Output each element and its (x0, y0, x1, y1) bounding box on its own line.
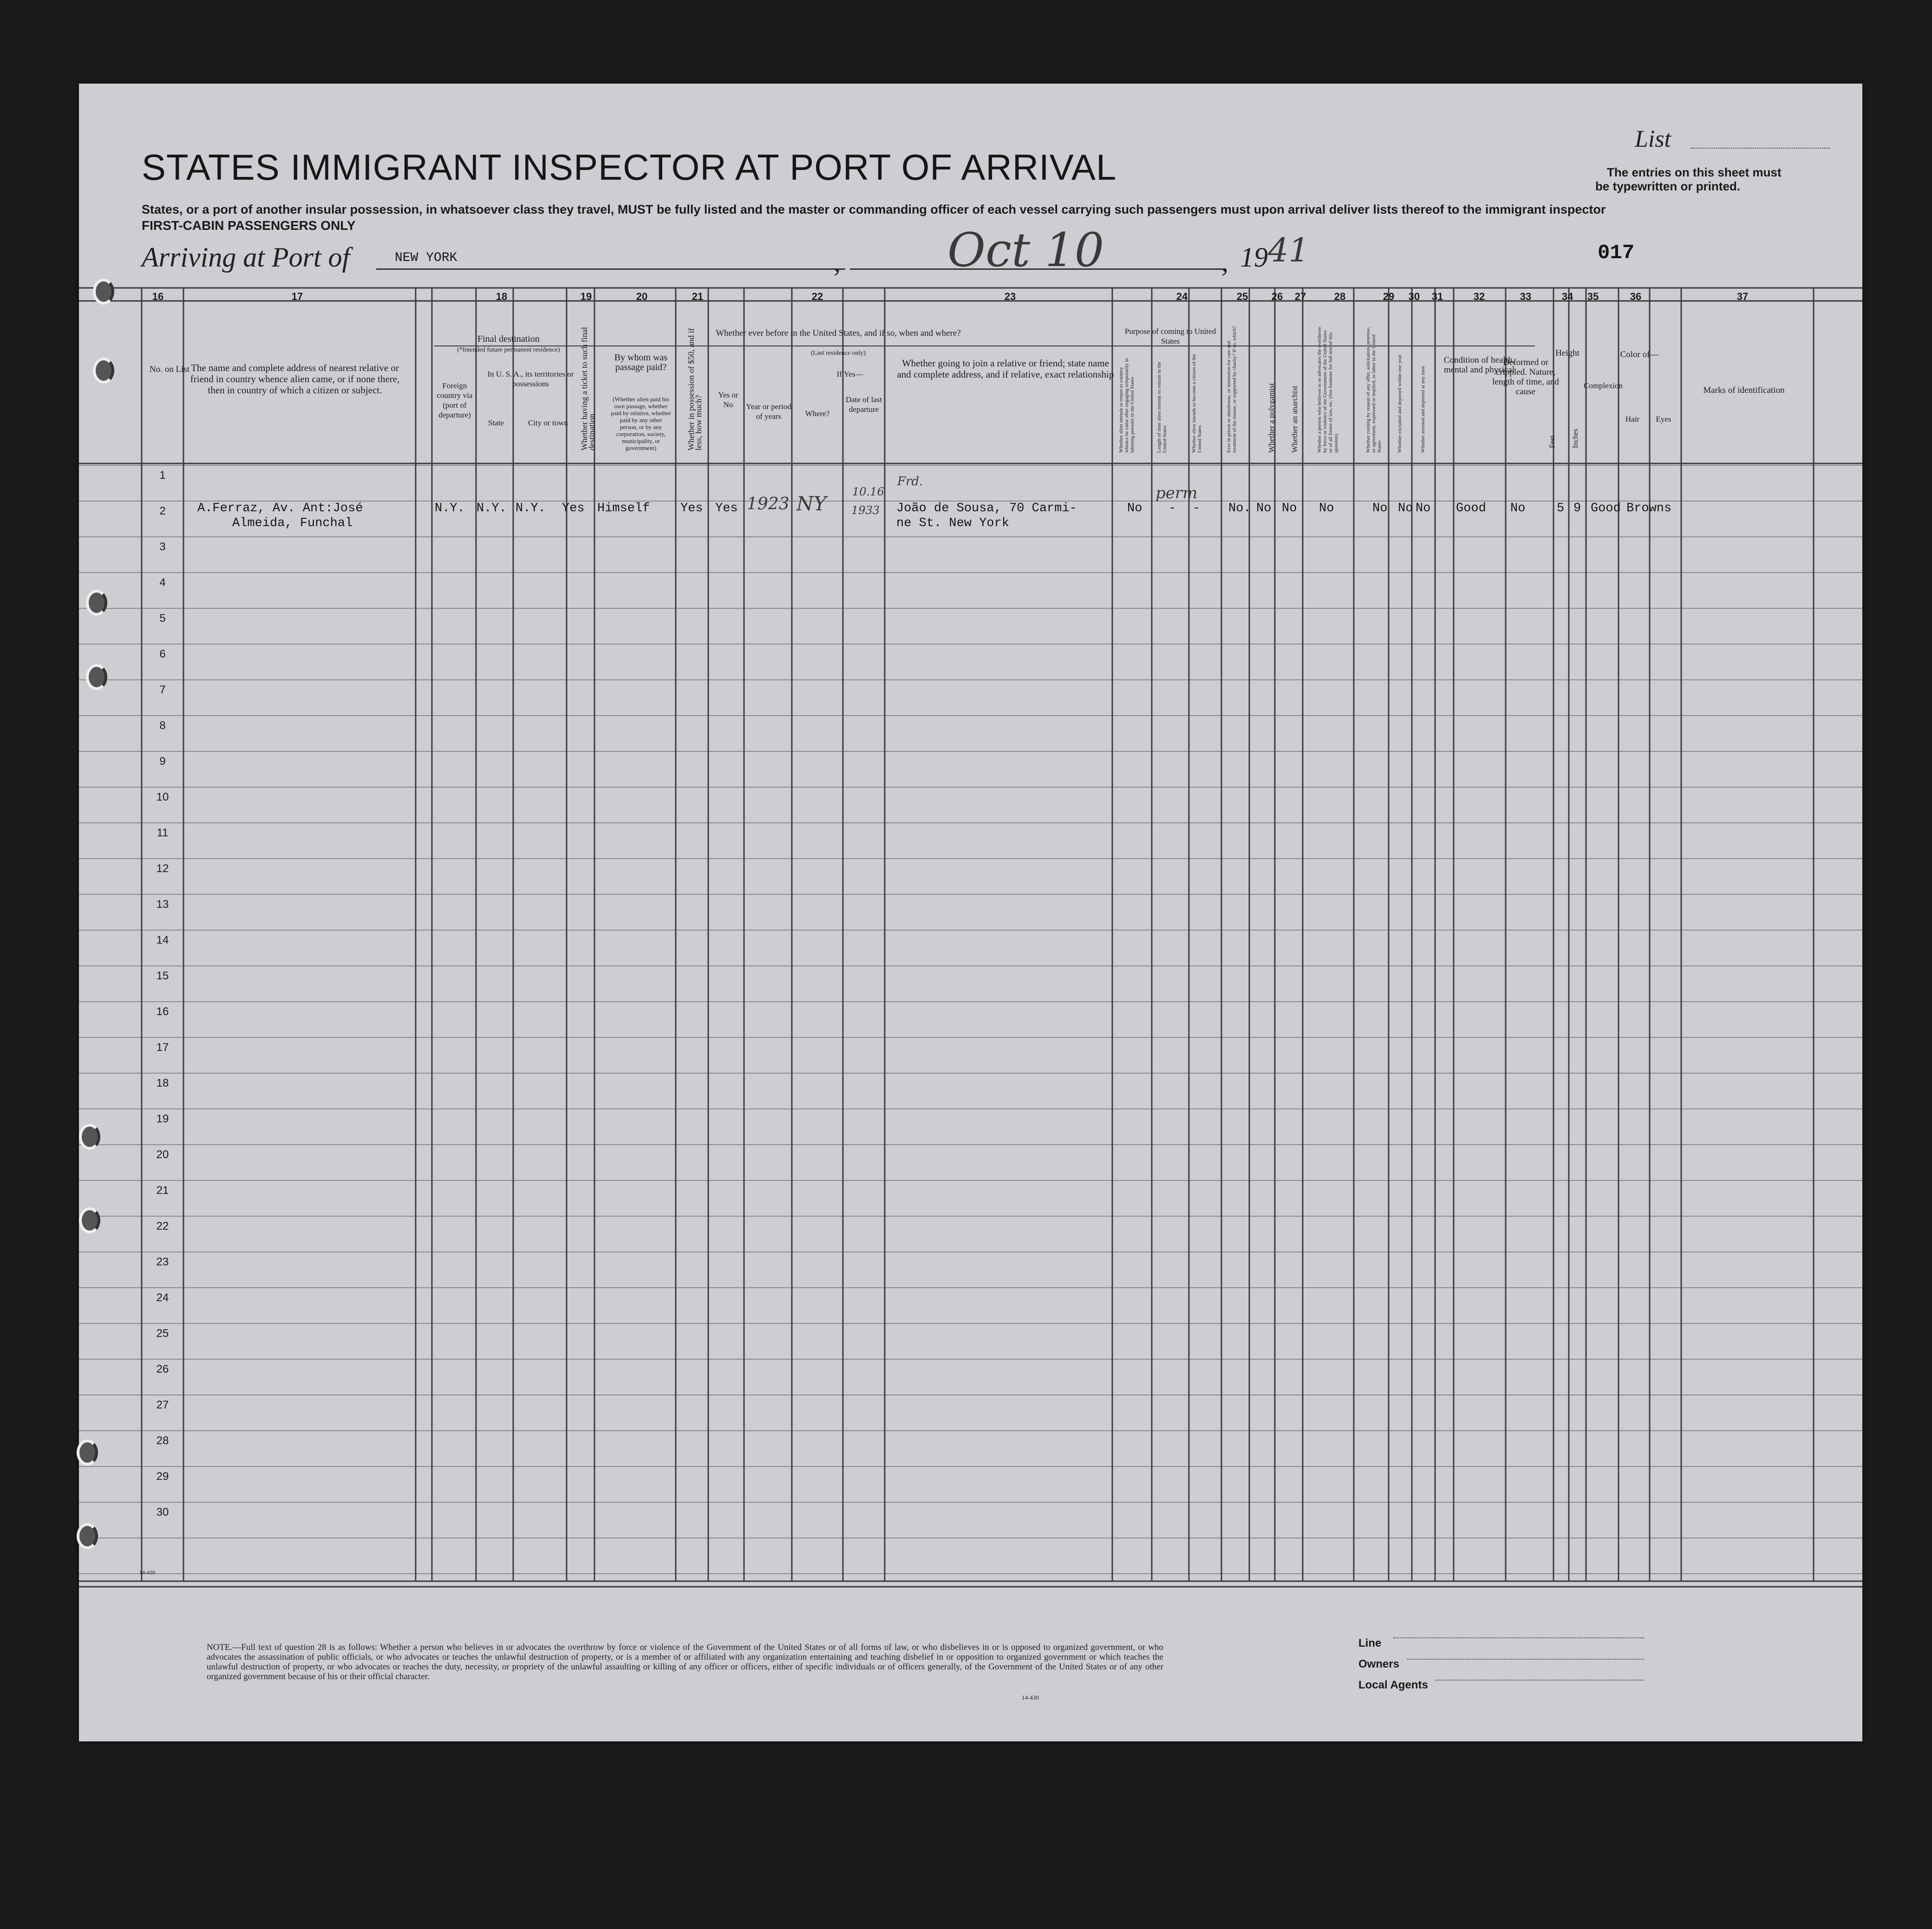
arriving-label: Arriving at Port of (142, 242, 350, 273)
entry-where: NY (796, 492, 827, 515)
entry-labor-offer: No (1372, 502, 1388, 515)
col-21-num: 21 (692, 291, 704, 302)
sheet-number: 017 (1598, 241, 1635, 265)
entry-hair-eyes: Browns (1626, 502, 1672, 515)
row-number: 8 (159, 719, 166, 732)
row-number: 13 (156, 898, 169, 911)
punch-hole-icon (93, 358, 114, 384)
entry-purpose-citizen-b: - (1193, 502, 1201, 515)
entry-feet: 5 (1557, 502, 1565, 515)
col-22-ifyes: If Yes— (836, 370, 863, 378)
col-22-where: Where? (805, 409, 830, 418)
row-number: 16 (156, 1005, 169, 1018)
col-36-eyes: Eyes (1656, 415, 1671, 424)
punch-hole-icon (86, 664, 107, 690)
row-number: 27 (156, 1399, 169, 1411)
col-18-foreign: Foreign country via (port of departure) (437, 381, 473, 419)
col-18-city: City or town (528, 418, 568, 427)
col-22-num: 22 (811, 291, 823, 302)
entry-purpose-length: perm (1155, 484, 1198, 502)
col-16-num: 16 (152, 291, 164, 302)
entry-inches: 9 (1573, 502, 1581, 515)
col-18-num: 18 (496, 291, 508, 302)
col-32-num: 32 (1473, 291, 1485, 302)
table-grid (79, 84, 1862, 1741)
entry-anarchist: No (1282, 502, 1297, 515)
entry-year: 1923 (747, 495, 790, 514)
col-22-year: Year or period of years (746, 402, 791, 421)
col-34-num: 34 (1561, 291, 1573, 302)
list-label: List (1635, 126, 1671, 152)
row-number: 20 (156, 1148, 169, 1161)
row-number: 17 (156, 1041, 169, 1054)
col-29-num: 29 (1383, 291, 1395, 302)
row-number: 24 (156, 1291, 169, 1304)
entry-excluded: No (1398, 502, 1413, 515)
col-19-label: Whether having a ticket to such final destination (580, 327, 596, 450)
row-number: 11 (157, 827, 169, 839)
col-19-num: 19 (580, 291, 592, 302)
col-34-feet: Feet (1548, 435, 1556, 448)
col-28-num: 28 (1334, 291, 1346, 302)
row-number: 12 (156, 862, 169, 875)
col-37-label: Marks of identification (1703, 385, 1785, 395)
row-number: 3 (159, 541, 166, 553)
row-number: 4 (159, 576, 166, 589)
date-handwritten: Oct 10 (947, 223, 1104, 277)
col-24-label: Purpose of coming to United States (1124, 327, 1216, 345)
entry-polygamist: No (1256, 502, 1272, 515)
entry-prison: No. (1228, 502, 1251, 515)
col-20-num: 20 (636, 291, 648, 302)
agents-dots (1435, 1680, 1644, 1681)
col-24-a: Whether alien intends to return to country whence he came after engaging temporarily in laboring pursuits in the United States (1118, 358, 1135, 453)
row-number: 22 (156, 1220, 169, 1232)
entry-deformed: No (1510, 502, 1526, 515)
entry-health: Good (1456, 502, 1486, 515)
row-number: 30 (156, 1506, 169, 1518)
entry-join-prefix: Frd. (897, 475, 923, 489)
entry-state: N.Y. (476, 502, 507, 515)
col-24-num: 24 (1176, 291, 1188, 302)
row-number: 18 (156, 1077, 169, 1089)
col-22-label: Whether ever before in the United States, and if so, when and where? (716, 328, 961, 338)
col-23-num: 23 (1004, 291, 1016, 302)
entry-complexion: Good (1591, 502, 1621, 515)
row-number: 29 (156, 1470, 169, 1483)
row-number: 25 (156, 1327, 169, 1340)
row-number: 10 (156, 791, 169, 803)
row-number: 9 (159, 755, 166, 768)
year-prefix: 19 (1240, 242, 1268, 273)
col-16-label: No. on List (149, 365, 190, 374)
entry-date-line2: 1933 (851, 504, 880, 517)
col-36-hair: Hair (1625, 415, 1640, 424)
col-31-num: 31 (1431, 291, 1443, 302)
col-24-b: Length of time alien intends to remain in the United States (1156, 361, 1168, 453)
entry-before: Yes (715, 502, 738, 515)
entry-name-line1: A.Ferraz, Av. Ant:José (197, 502, 363, 515)
col-36-num: 36 (1630, 291, 1642, 302)
row-number: 6 (159, 648, 166, 660)
entry-overthrow: No (1319, 502, 1334, 515)
entries-note-2: be typewritten or printed. (1595, 179, 1741, 193)
col-31-label: Whether arrested and deported at any time (1420, 366, 1426, 453)
col-24-c: Whether alien intends to become a citizen of the United States (1191, 354, 1202, 453)
col-25-label: Ever in prison or almshouse, or institution for care and treatment of the insane, or supported by charity? If so, which? (1226, 326, 1237, 453)
col-17-num: 17 (291, 291, 303, 302)
col-34-inches: Inches (1572, 429, 1580, 448)
entry-arrested: No (1416, 502, 1431, 515)
entry-foreign-country: N.Y. (435, 502, 465, 515)
col-30-label: Whether excluded and deported within one year (1397, 354, 1403, 453)
punch-hole-icon (77, 1523, 98, 1549)
cabin-note: FIRST-CABIN PASSENGERS ONLY (142, 218, 356, 233)
form-title: STATES IMMIGRANT INSPECTOR AT PORT OF ARRIVAL (142, 147, 1117, 188)
entry-money: Yes (680, 502, 703, 515)
col-22-date: Date of last departure (845, 395, 882, 414)
row-number: 15 (156, 970, 169, 982)
form-instruction: States, or a port of another insular possession, in whatsoever class they travel, MUST be fully listed and the master or commanding officer of each vessel carrying such passengers must upon arrival deliver lists thereof to the immigrant inspector (142, 202, 1606, 216)
col-20-sub: (Whether alien paid his own passage, whether paid by relative, whether paid by any other person, or by any corporation, society, municipality, or government) (611, 396, 671, 451)
col-25-num: 25 (1236, 291, 1248, 302)
col-18-usa: In U. S. A., its territories or possessions (487, 370, 574, 388)
col-27-label: Whether an anarchist (1290, 385, 1299, 453)
entry-date-line1: 10.16 (852, 485, 884, 498)
col-26-num: 26 (1271, 291, 1283, 302)
row-number: 26 (156, 1363, 169, 1375)
col-34-label: Height (1555, 348, 1580, 358)
footer-code: 14-430 (1022, 1694, 1039, 1701)
punch-hole-icon (77, 1440, 98, 1466)
col-33-label: Deformed or crippled. Nature, length of time, and cause (1492, 358, 1559, 397)
punch-hole-icon (93, 279, 114, 305)
entry-city: N.Y. (516, 502, 546, 515)
manifest-sheet: STATES IMMIGRANT INSPECTOR AT PORT OF ARRIVAL States, or a port of another insular possession, in whatsoever class they travel, MUST be fully listed and the master or commanding officer of each vessel carrying such passengers must upon arrival deliver lists thereof to the immigrant inspector FIRST-CABIN PASSENGERS ONLY List The entries on this sheet must be typewritten or printed. Arriving at Port of NEW YORK , Oct 10 , 19 41 017 16 17 18 19 20 21 22 23 24 25 26 27 28 29 30 31 32 33 34 35 36 37 No. on List The name and complete address of nearest relative or friend in country whence alien came, or if none there, then in country of which a citizen or subject. Final destination (*Intended future permanent residence) Foreign country via (port of departure) In U. S. A., its territories or possessions State City or town Whether having a ticket to such final destination By whom was passage paid? (Whether alien paid his own passage, whether paid by relative, whether paid by any other person, or by any corporation, society, municipality, or government) Whether in possession of $50, and if less, how much? Whether ever before in the United States, and if so, when and where? (Last residence only) Yes or No If Yes— Year or period of years Where? Date of last departure Whether going to join a relative or friend; state name and complete address, and if relative, exact relationship Purpose of coming to United States Whether alien intends to return to country whence he came after engaging temporarily in laboring pursuits in the United States Length of time alien intends to remain in the United States Whether alien intends to become a citizen of the United States Ever in prison or almshouse, or institution for care and treatment of the insane, or supported by charity? If so, which? Whether a polygamist Whether an anarchist Whether a person who believes in or advocates the overthrow by force or violence of the Government of the United States or of all forms of law, etc. (See footnote for full text of this question) Whether coming by reason of any offer, solicitation, promise, or agreement, expressed or implied, to labor in the United States Whether excluded and deported within one year Whether arrested and deported at any time Condition of health, mental and physical Deformed or crippled. Nature, length of time, and cause Height Feet Inches Complexion Color of— Hair Eyes Marks of identification 1 2 3 4 5 6 7 8 9 10 11 12 13 14 15 16 17 18 19 20 21 22 23 24 25 26 27 28 29 30 A.Ferraz, Av. Ant:José Almeida, Funchal N.Y. N.Y. N.Y. Yes Himself Yes Yes 1923 NY 10.16 1933 Frd. João de Sousa, 70 Carmi- ne St. New York No perm - - No. No No No No No No Good No 5 9 Good Browns 14-430 NOTE.—Full text of question 28 is as follows: Whether a person who believes in or advocates the overthrow by force or violence of the Government of the United States or of all forms of law, or who disbelieves in or is opposed to organized government, or who advocates the assassination of public officials, or who advocates or teaches the unlawful destruction of property, or is a member of or affiliated with any organization entertaining and teaching disbelief in or opposition to organized government or which teaches the unlawful destruction of property, or who advocates or teaches the duty, necessity, or propriety of the unlawful assaulting or killing of any officer or officers, either of specific individuals or of officers generally, of the Government of the United States or of any other organized government because of his or their official character. 14-430 Line Owners Local Agents (79, 84, 1862, 1741)
entry-paid-by: Himself (597, 502, 650, 515)
col-28-label: Whether a person who believes in or advocates the overthrow by force or violence of the Government of the United States or of all forms of law, etc. (See footnote for full text of this question) (1317, 326, 1339, 453)
entry-join-line1: João de Sousa, 70 Carmi- (896, 502, 1077, 515)
owners-label: Owners (1358, 1658, 1400, 1670)
punch-hole-icon (86, 590, 107, 616)
col-22-yesno: Yes or No (718, 391, 738, 409)
entries-note-1: The entries on this sheet must (1607, 165, 1782, 179)
row-number: 2 (159, 505, 166, 517)
col-18-state: State (488, 418, 504, 427)
col-36-label: Color of— (1620, 350, 1659, 359)
form-code-bottom: 14-430 (139, 1569, 155, 1576)
col-26-label: Whether a polygamist (1267, 383, 1276, 453)
line-dots (1393, 1637, 1644, 1638)
col-18-sub: (*Intended future permanent residence) (457, 346, 560, 353)
footer-note: NOTE.—Full text of question 28 is as follows: Whether a person who believes in or advocates the overthrow by force or violence of the Government of the United States or of all forms of law, or who disbelieves in or is opposed to organized government, or who advocates the assassination of public officials, or who advocates or teaches the unlawful destruction of property, or is a member of or affiliated with any organization entertaining and teaching disbelief in or opposition to organized government or which teaches the unlawful destruction of property, or who advocates or teaches the duty, necessity, or propriety of the unlawful assaulting or killing of any officer or officers, either of specific individuals or of officers generally, of the Government of the United States or of any other organized government because of his or their official character. (207, 1642, 1163, 1681)
owners-dots (1407, 1659, 1644, 1660)
line-label: Line (1358, 1637, 1382, 1649)
row-number: 19 (156, 1113, 169, 1125)
row-number: 7 (159, 684, 166, 696)
entry-ticket: Yes (562, 502, 585, 515)
col-22-sub: (Last residence only) (810, 350, 866, 357)
entry-join-line2: ne St. New York (896, 516, 1010, 530)
col-21-label: Whether in possession of $50, and if less, how much? (686, 328, 703, 450)
row-number: 5 (159, 612, 166, 625)
entry-name-line2: Almeida, Funchal (232, 516, 353, 530)
col-37-num: 37 (1736, 291, 1749, 302)
col-35-label: Complexion (1584, 381, 1623, 390)
row-number: 14 (156, 934, 169, 946)
row-number: 23 (156, 1256, 169, 1268)
col-33-num: 33 (1520, 291, 1532, 302)
port-value: NEW YORK (395, 251, 457, 265)
col-35-num: 35 (1587, 291, 1599, 302)
agents-label: Local Agents (1358, 1679, 1428, 1691)
col-17-label: The name and complete address of nearest relative or friend in country whence alien came, or if none there, then in country of which a citizen or subject. (190, 362, 400, 396)
col-30-num: 30 (1408, 291, 1420, 302)
col-18-label: Final destination (477, 334, 540, 344)
entry-purpose-return: No (1127, 502, 1142, 515)
col-23-label: Whether going to join a relative or friend; state name and complete address, and if relative, exact relationship (897, 358, 1114, 380)
col-20-label: By whom was passage paid? (614, 352, 668, 372)
col-32-label: Condition of health, mental and physical (1443, 355, 1515, 375)
row-number: 1 (159, 469, 166, 482)
year-handwritten: 41 (1268, 231, 1310, 269)
row-number: 28 (156, 1434, 169, 1447)
row-number: 21 (156, 1184, 169, 1197)
punch-hole-icon (79, 1124, 100, 1150)
entry-purpose-citizen-a: - (1168, 502, 1176, 515)
punch-hole-icon (79, 1207, 100, 1233)
col-27-num: 27 (1294, 291, 1306, 302)
col-29-label: Whether coming by reason of any offer, solicitation, promise, or agreement, expressed or implied, to labor in the United States (1365, 327, 1382, 453)
